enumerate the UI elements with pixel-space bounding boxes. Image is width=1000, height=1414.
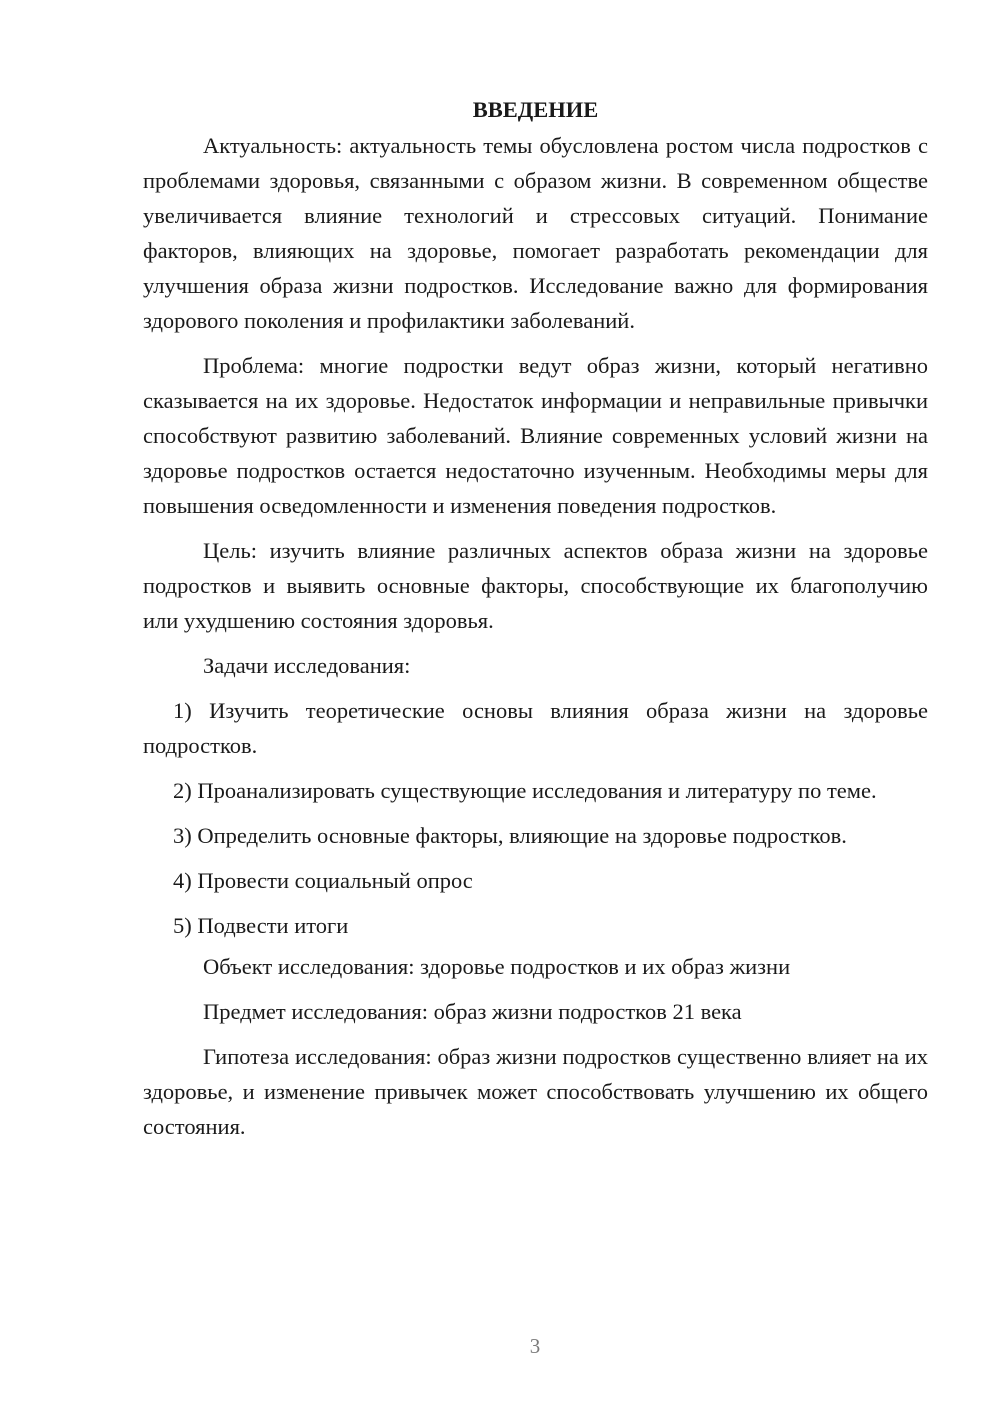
page-title: ВВЕДЕНИЕ — [472, 97, 599, 122]
research-subject: Предмет исследования: образ жизни подростков 21 века — [203, 999, 742, 1024]
research-object: Объект исследования: здоровье подростков и их образ жизни — [203, 954, 791, 979]
problem-paragraph: Проблема: многие подростки ведут образ жизни, который негативно сказывается на их здоровье. Недостаток информации и неправильные привычки способствуют развитию заболеваний. Влияние современных условий жизни на здоровье подростков остается недостаточно изученным. Необходимы меры для повышения осведомленности и изменения поведения подростков. — [143, 353, 928, 518]
page-number: 3 — [529, 1334, 541, 1358]
task-item-3: 3) Определить основные факторы, влияющие на здоровье подростков. — [173, 823, 847, 848]
tasks-title: Задачи исследования: — [203, 653, 411, 678]
task-item-5: 5) Подвести итоги — [173, 913, 349, 938]
relevance-paragraph: Актуальность: актуальность темы обусловлена ростом числа подростков с проблемами здоровья, связанными с образом жизни. В современном обществе увеличивается влияние технологий и стрессовых ситуаций. Понимание факторов, влияющих на здоровье, помогает разработать рекомендации для улучшения образа жизни подростков. Исследование важно для формирования здорового поколения и профилактики заболеваний. — [143, 133, 928, 333]
hypothesis-paragraph: Гипотеза исследования: образ жизни подростков существенно влияет на их здоровье, и изменение привычек может способствовать улучшению их общего состояния. — [143, 1044, 928, 1139]
goal-paragraph: Цель: изучить влияние различных аспектов образа жизни на здоровье подростков и выявить основные факторы, способствующие их благополучию или ухудшению состояния здоровья. — [143, 538, 928, 633]
document-page — [143, 92, 928, 1154]
task-item-4: 4) Провести социальный опрос — [173, 868, 473, 893]
task-item-2: 2) Проанализировать существующие исследования и литературу по теме. — [173, 778, 877, 803]
task-item-1: 1) Изучить теоретические основы влияния образа жизни на здоровье подростков. — [143, 698, 928, 758]
